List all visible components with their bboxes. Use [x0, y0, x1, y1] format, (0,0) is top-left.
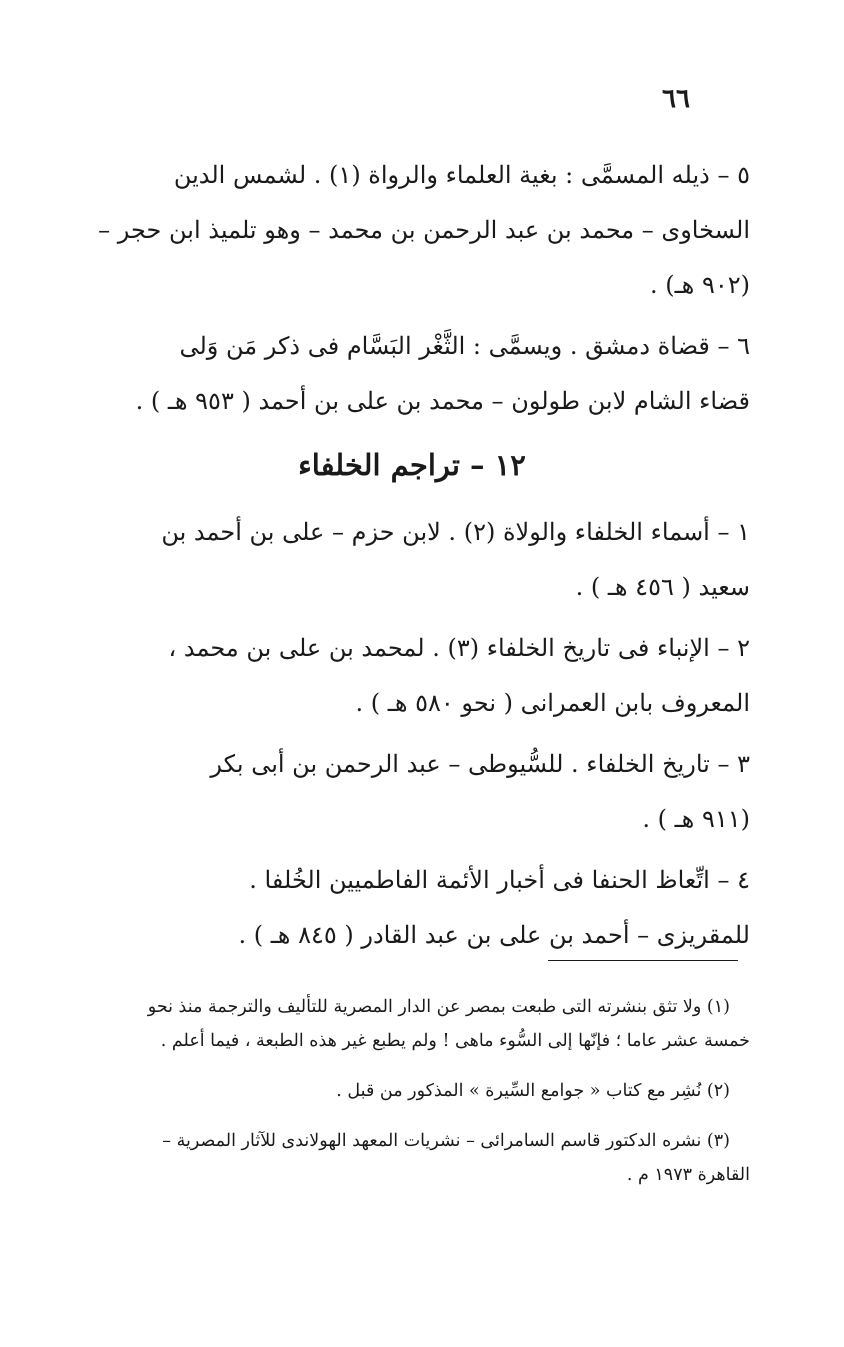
entry-line: سعيد ( ٤٥٦ هـ ) . — [575, 573, 750, 601]
entry-line: قضاء الشام لابن طولون – محمد بن على بن أحمد ( ٩٥٣ هـ ) . — [135, 387, 750, 415]
footnote-divider — [548, 960, 738, 961]
entry-2-al-inba — [74, 621, 750, 731]
footnote-2 — [74, 1074, 750, 1108]
entry-line: ٣ – تاريخ الخلفاء . للسُّيوطى – عبد الرحمن بن أبى بكر — [210, 750, 750, 778]
footnote-3 — [74, 1124, 750, 1192]
entry-line: (٩٠٢ هـ) . — [650, 271, 750, 299]
entry-line: ٦ – قضاة دمشق . ويسمَّى : الثَّغْر البَسَّام فى ذكر مَن وَلى — [179, 332, 750, 360]
entry-3-tarikh-al-khulafa — [74, 737, 750, 847]
entry-line: السخاوى – محمد بن عبد الرحمن بن محمد – وهو تلميذ ابن حجر – — [98, 216, 750, 244]
entry-line: ٥ – ذيله المسمَّى : بغية العلماء والرواة (١) . لشمس الدين — [173, 161, 750, 189]
entry-5-dhayl — [74, 148, 750, 313]
entry-line: للمقريزى – أحمد بن على بن عبد القادر ( ٨٤٥ هـ ) . — [238, 921, 750, 949]
entry-line: ١ – أسماء الخلفاء والولاة (٢) . لابن حزم – على بن أحمد بن — [161, 518, 750, 546]
footnote-line: خمسة عشر عاما ؛ فإنّها إلى السُّوء ماهى ! ولم يطبع غير هذه الطبعة ، فيما أعلم . — [160, 1031, 750, 1051]
entry-line: ٤ – اتِّعاظ الحنفا فى أخبار الأئمة الفاطميين الخُلفا . — [249, 866, 750, 894]
entry-4-ittiaz-al-hunafa — [74, 853, 750, 963]
main-text — [74, 148, 750, 969]
footnote-line: (٢) نُشِر مع كتاب « جوامع السِّيرة » المذكور من قبل . — [336, 1081, 730, 1101]
page-number: ٦٦ — [662, 84, 690, 114]
entry-6-qudat-dimashq — [74, 319, 750, 429]
footnote-line: القاهرة ١٩٧٣ م . — [626, 1165, 750, 1185]
section-heading: ١٢ – تراجم الخلفاء — [298, 448, 526, 482]
entry-line: المعروف بابن العمرانى ( نحو ٥٨٠ هـ ) . — [355, 689, 750, 717]
footnotes — [74, 990, 750, 1208]
footnote-line: (٣) نشره الدكتور قاسم السامرائى – نشريات المعهد الهولاندى للآثار المصرية – — [162, 1131, 730, 1151]
entry-1-asma-al-khulafa — [74, 505, 750, 615]
entry-line: ٢ – الإنباء فى تاريخ الخلفاء (٣) . لمحمد بن على بن محمد ، — [168, 634, 750, 662]
footnote-1 — [74, 990, 750, 1058]
footnote-line: (١) ولا تثق بنشرته التى طبعت بمصر عن الدار المصرية للتأليف والترجمة منذ نحو — [147, 997, 730, 1017]
entry-line: (٩١١ هـ ) . — [642, 805, 750, 833]
